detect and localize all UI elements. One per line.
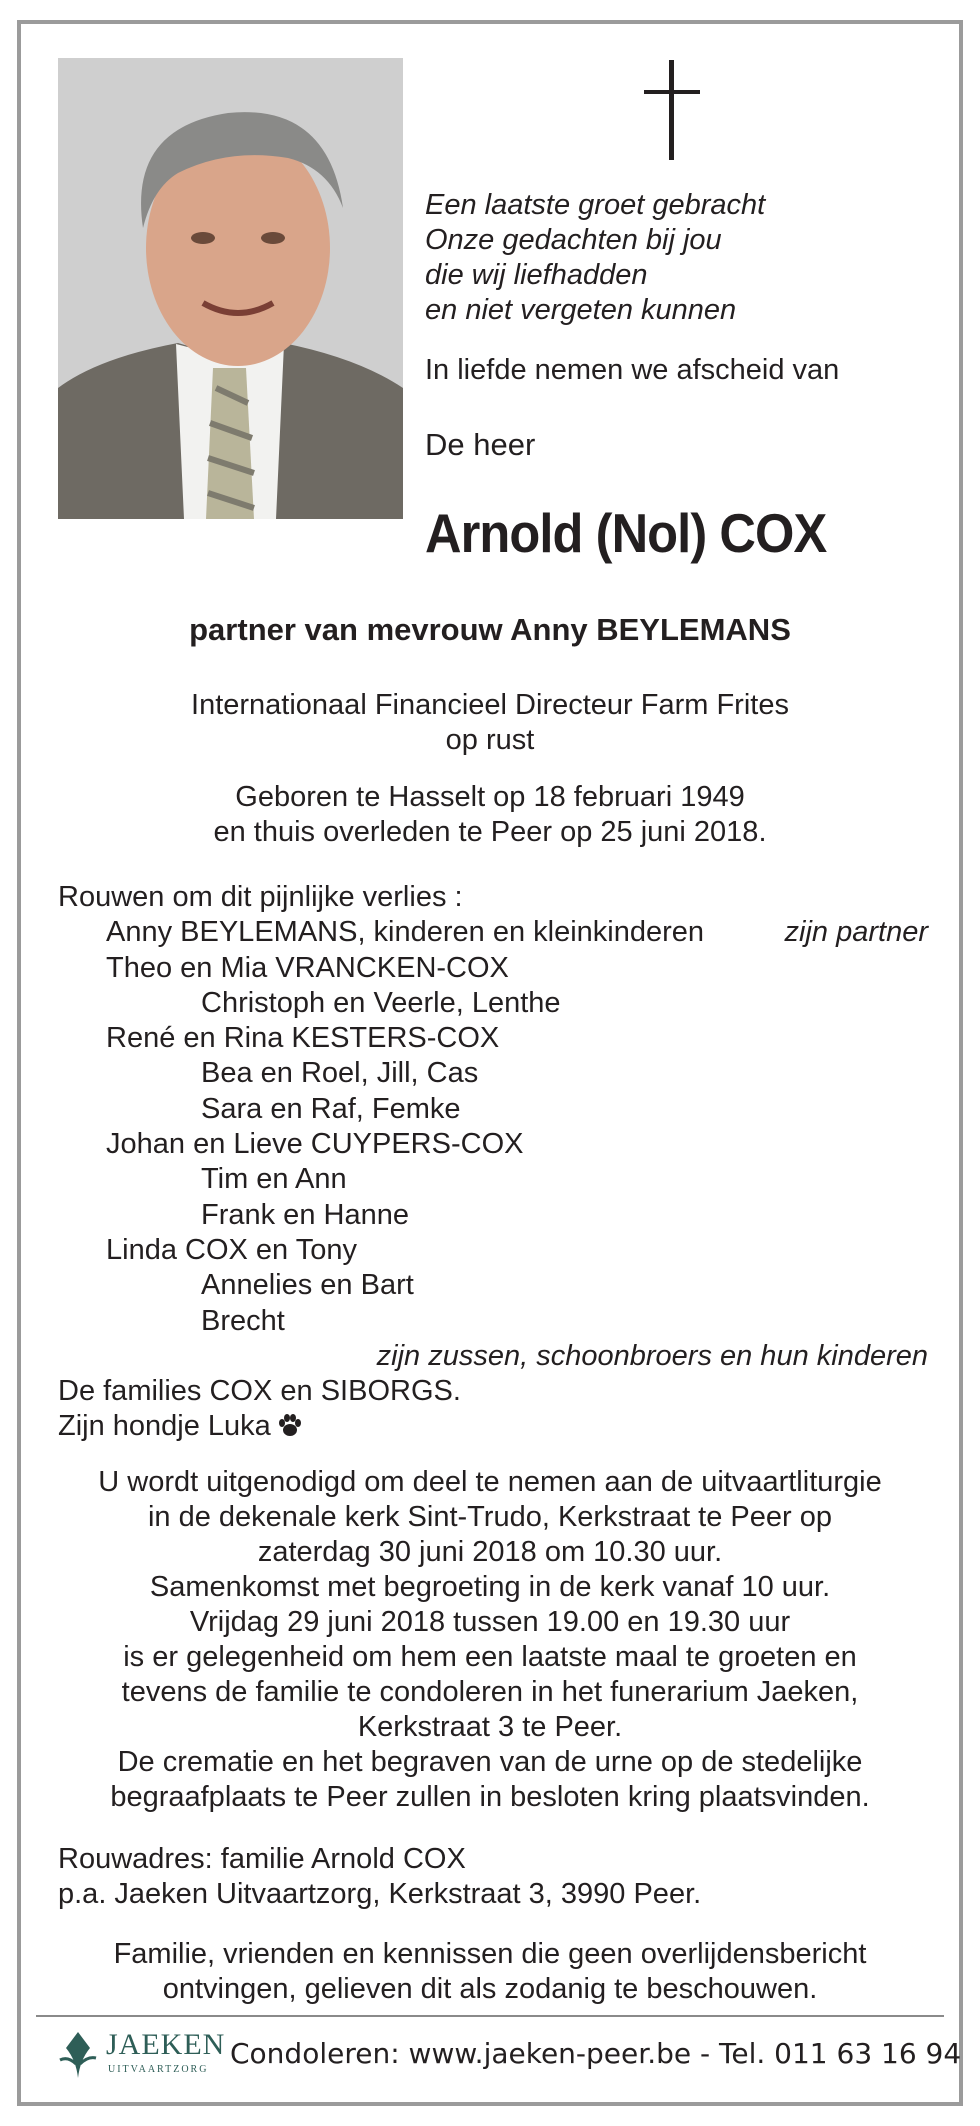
logo-subtitle: UITVAARTZORG bbox=[108, 2064, 209, 2075]
mourner-row bbox=[58, 1268, 928, 1303]
ceremony-info bbox=[0, 1465, 980, 1815]
partner-line: partner van mevrouw Anny BEYLEMANS bbox=[189, 612, 791, 647]
mourner-row bbox=[58, 1127, 928, 1162]
mourning-address bbox=[58, 1842, 701, 1912]
mourner-row bbox=[58, 915, 928, 950]
mourner-name: Theo en Mia VRANCKEN-COX bbox=[106, 951, 509, 984]
mourner-row bbox=[58, 1198, 928, 1233]
leaf-icon bbox=[58, 2030, 98, 2080]
mourner-name: Zijn hondje Luka bbox=[58, 1410, 271, 1443]
deceased-name: Arnold (Nol) COX bbox=[425, 502, 827, 564]
mourner-name: René en Rina KESTERS-COX bbox=[106, 1022, 500, 1055]
poem-line: Een laatste groet gebracht bbox=[425, 189, 766, 221]
dates-line: en thuis overleden te Peer op 25 juni 2018. bbox=[213, 816, 767, 848]
poem-line: Onze gedachten bij jou bbox=[425, 224, 722, 256]
ceremony-line: Kerkstraat 3 te Peer. bbox=[357, 1711, 623, 1743]
ceremony-line: De crematie en het begraven van de urne op de stedelijke bbox=[117, 1746, 863, 1778]
notice bbox=[0, 1937, 980, 2007]
life-dates bbox=[0, 780, 980, 850]
condolences-line: Condoleren: www.jaeken-peer.be - Tel. 011 63 16 94 bbox=[230, 2037, 962, 2070]
mourner-name: Brecht bbox=[201, 1304, 285, 1337]
occupation bbox=[0, 688, 980, 758]
mourner-name: De families COX en SIBORGS. bbox=[58, 1375, 461, 1408]
logo-name: JAEKEN bbox=[106, 2028, 226, 2061]
mourner-row bbox=[58, 1056, 928, 1091]
ceremony-line: zaterdag 30 juni 2018 om 10.30 uur. bbox=[257, 1536, 723, 1568]
mourner-name: Anny BEYLEMANS, kinderen en kleinkinderen bbox=[106, 916, 705, 949]
mourner-name: Frank en Hanne bbox=[201, 1198, 409, 1231]
paw-icon bbox=[277, 1413, 303, 1439]
title-prefix: De heer bbox=[425, 427, 536, 462]
mourner-row bbox=[58, 1092, 928, 1127]
ceremony-line: Vrijdag 29 juni 2018 tussen 19.00 en 19.30 uur bbox=[189, 1606, 791, 1638]
mourner-name: Linda COX en Tony bbox=[106, 1233, 357, 1266]
mourner-row bbox=[58, 951, 928, 986]
mourner-name: Johan en Lieve CUYPERS-COX bbox=[106, 1128, 524, 1161]
ceremony-line: Samenkomst met begroeting in de kerk vanaf 10 uur. bbox=[149, 1571, 831, 1603]
portrait-photo bbox=[58, 58, 403, 519]
relation-label: zijn partner bbox=[784, 916, 928, 949]
dates-line: Geboren te Hasselt op 18 februari 1949 bbox=[235, 781, 745, 813]
mourner-row bbox=[58, 1162, 928, 1197]
jaeken-logo bbox=[58, 2028, 226, 2083]
address-line: Rouwadres: familie Arnold COX bbox=[58, 1843, 466, 1875]
ceremony-line: U wordt uitgenodigd om deel te nemen aan de uitvaartliturgie bbox=[98, 1466, 882, 1498]
address-line: p.a. Jaeken Uitvaartzorg, Kerkstraat 3, 3990 Peer. bbox=[58, 1878, 702, 1910]
ceremony-line: begraafplaats te Peer zullen in besloten kring plaatsvinden. bbox=[110, 1781, 870, 1813]
mourner-name: Tim en Ann bbox=[201, 1163, 347, 1196]
mourners-list bbox=[58, 880, 928, 1445]
mourner-name: Annelies en Bart bbox=[201, 1269, 414, 1302]
cross-icon bbox=[644, 60, 700, 160]
ceremony-line: in de dekenale kerk Sint-Trudo, Kerkstraat te Peer op bbox=[147, 1501, 832, 1533]
mourner-row bbox=[58, 1409, 928, 1444]
poem bbox=[425, 188, 765, 328]
footer-divider bbox=[36, 2015, 944, 2017]
mourner-row bbox=[58, 1304, 928, 1339]
mourner-row bbox=[58, 1021, 928, 1056]
poem-line: en niet vergeten kunnen bbox=[425, 294, 737, 326]
mourner-row bbox=[58, 1233, 928, 1268]
mourner-name: Sara en Raf, Femke bbox=[201, 1092, 461, 1125]
poem-line: die wij liefhadden bbox=[425, 259, 648, 291]
mourner-row bbox=[58, 1374, 928, 1409]
intro-text: In liefde nemen we afscheid van bbox=[425, 354, 840, 386]
occupation-line: op rust bbox=[445, 724, 535, 756]
notice-line: ontvingen, gelieven dit als zodanig te beschouwen. bbox=[162, 1973, 818, 2005]
relation-label: zijn zussen, schoonbroers en hun kinderen bbox=[376, 1339, 928, 1372]
notice-line: Familie, vrienden en kennissen die geen overlijdensbericht bbox=[113, 1938, 867, 1970]
mourner-name: Bea en Roel, Jill, Cas bbox=[201, 1057, 479, 1090]
mourners-heading: Rouwen om dit pijnlijke verlies : bbox=[58, 881, 463, 913]
ceremony-line: is er gelegenheid om hem een laatste maal te groeten en bbox=[123, 1641, 857, 1673]
mourner-row bbox=[58, 1339, 928, 1374]
mourner-row bbox=[58, 986, 928, 1021]
mourner-name: Christoph en Veerle, Lenthe bbox=[201, 986, 561, 1019]
occupation-line: Internationaal Financieel Directeur Farm Frites bbox=[191, 689, 789, 721]
ceremony-line: tevens de familie te condoleren in het funerarium Jaeken, bbox=[121, 1676, 859, 1708]
